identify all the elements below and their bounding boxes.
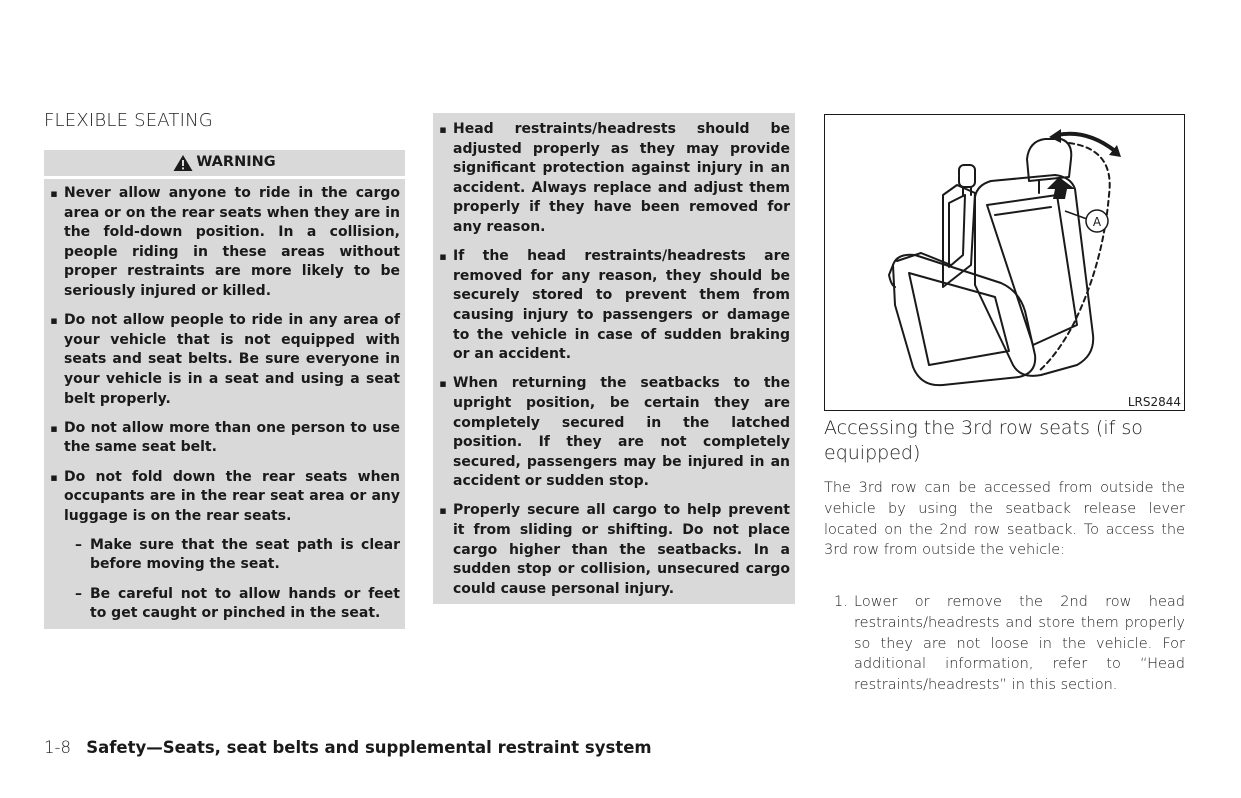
bullet-mark: ▪	[439, 504, 447, 518]
sub-list-item-text: Be careful not to allow hands or feet to get caught or pinched in the seat.	[90, 585, 400, 622]
list-item-text: Do not allow people to ride in any area of your vehicle that is not equipped with seats and seat belts. Be sure everyone in your vehicle is in a seat and using a seat belt properly.	[64, 312, 400, 407]
sub-list-item-text: Make sure that the seat path is clear before moving the seat.	[90, 536, 400, 573]
list-item-text: When returning the seatbacks to the upright position, be certain they are completely secured in the latched position. If they are not completely secured, passengers may be injured in an accident or sudden stop.	[453, 375, 790, 490]
bullet-mark: ▪	[439, 250, 447, 264]
step-item	[834, 592, 1185, 696]
intro-paragraph: The 3rd row can be accessed from outside the vehicle by using the seatback release lever located on the 2nd row seatback. To access the 3rd row from outside the vehicle:	[824, 480, 1185, 559]
list-item	[433, 374, 790, 492]
list-item	[44, 468, 400, 527]
sub-list-item	[44, 536, 400, 575]
chapter-title: Safety—Seats, seat belts and supplemental restraint system	[86, 738, 652, 757]
list-item-text: Properly secure all cargo to help prevent it from sliding or shifting. Do not place cargo higher than the seatbacks. In a sudden stop or collision, unsecured cargo could cause personal injury.	[453, 502, 790, 597]
subsection-title: Accessing the 3rd row seats (if so equipped)	[824, 417, 1143, 464]
warning-box-column-2	[433, 113, 795, 604]
step-number: 1.	[834, 594, 848, 610]
list-item-text: Do not fold down the rear seats when occupants are in the rear seat area or any luggage is on the rear seats.	[64, 468, 400, 524]
bullet-mark: ▪	[50, 470, 58, 484]
bullet-mark: ▪	[439, 123, 447, 136]
bullet-mark: ▪	[50, 314, 58, 328]
list-item-text: Head restraints/headrests should be adjusted properly as they may provide significant protection against injury in an accident. Always replace and adjust them properly if they have been removed for any reason.	[453, 121, 790, 235]
list-item-text: Do not allow more than one person to use the same seat belt.	[64, 419, 400, 456]
page-footer	[44, 738, 652, 757]
list-item-text: Never allow anyone to ride in the cargo area or on the rear seats when they are in the fold-down position. In a collision, people riding in these areas without proper restraints are more likely to be seriously injured or killed.	[64, 185, 400, 299]
sub-list-item	[44, 585, 400, 624]
step-text: Lower or remove the 2nd row head restraints/headrests and store them properly so they are not loose in the vehicle. For additional information, refer to “Head restraints/headrests” in this section.	[854, 594, 1185, 694]
dash-mark: –	[75, 536, 82, 553]
dash-mark: –	[75, 585, 82, 602]
list-item	[433, 501, 790, 599]
figure-code: LRS2844	[1127, 395, 1181, 409]
warning-header	[44, 150, 405, 176]
list-item-text: If the head restraints/headrests are removed for any reason, they should be securely stored to prevent them from causing injury to passengers or damage to the vehicle in case of sudden braking or an accident.	[453, 248, 790, 363]
list-item	[44, 184, 400, 302]
warning-triangle-icon	[173, 154, 193, 172]
callout-a: A	[1092, 215, 1102, 229]
page-number: 1-8	[44, 738, 71, 757]
section-title: FLEXIBLE SEATING	[44, 110, 213, 131]
list-item	[433, 120, 790, 238]
warning-box-column-1	[44, 150, 405, 629]
warning-list-1	[44, 179, 405, 629]
bullet-mark: ▪	[50, 187, 58, 200]
list-item	[433, 247, 790, 365]
seat-figure	[824, 114, 1185, 411]
bullet-mark: ▪	[50, 421, 58, 435]
list-item	[44, 419, 400, 458]
bullet-mark: ▪	[439, 377, 447, 391]
list-item	[44, 311, 400, 409]
warning-label: WARNING	[196, 154, 276, 171]
rear-seat-illustration-icon	[825, 115, 1183, 395]
